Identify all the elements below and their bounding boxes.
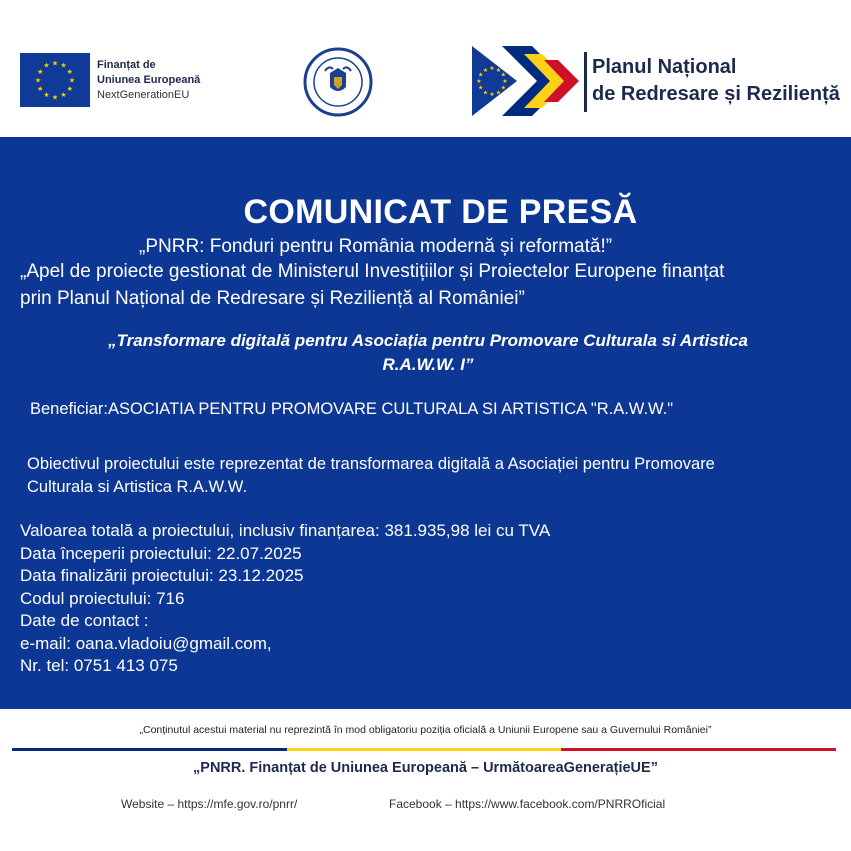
star-icon: ★: [51, 59, 59, 68]
website-link[interactable]: Website – https://mfe.gov.ro/pnrr/: [121, 797, 298, 811]
eu-text-line3: NextGenerationEU: [97, 88, 190, 101]
star-icon: ★: [43, 91, 50, 100]
subtitle-line2: „Apel de proiecte gestionat de Ministerul Investițiilor și Proiectelor Europene finanțat: [20, 261, 725, 282]
disclaimer-text: „Conținutul acestui material nu reprezintă în mod obligatoriu poziția oficială a Uniunii Europene sau a Guvernului României”: [139, 724, 712, 736]
star-icon: ★: [502, 78, 508, 86]
info-email: e-mail: oana.vladoiu@gmail.com,: [20, 633, 272, 653]
star-icon: ★: [478, 71, 484, 79]
info-total-value: Valoarea totală a proiectului, inclusiv finanțarea: 381.935,98 lei cu TVA: [20, 521, 551, 540]
star-icon: ★: [482, 89, 489, 97]
pnrr-title-line2: de Redresare și Reziliență: [592, 83, 840, 105]
facebook-link[interactable]: Facebook – https://www.facebook.com/PNRROficial: [389, 797, 666, 811]
star-icon: ★: [37, 67, 44, 76]
star-icon: ★: [478, 84, 484, 92]
project-title-line1: „Transformare digitală pentru Asociația pentru Promovare Culturala si Artistica: [108, 331, 748, 350]
info-start-date: Data începerii proiectului: 22.07.2025: [20, 543, 302, 563]
pnrr-title: [592, 54, 840, 108]
eu-flag-icon: [20, 53, 90, 107]
eu-text-line2: Uniunea Europeană: [97, 73, 201, 86]
project-info-list: [20, 520, 550, 678]
star-icon: ★: [34, 76, 42, 85]
star-icon: ★: [489, 91, 495, 99]
pnrr-logo-icon: [472, 46, 582, 116]
star-icon: ★: [489, 65, 495, 73]
eu-funding-logo: [20, 53, 200, 107]
beneficiary-text: Beneficiar:ASOCIATIA PENTRU PROMOVARE CULTURALA SI ARTISTICA "R.A.W.W.": [30, 400, 674, 418]
footer-title: „PNRR. Finanțat de Uniunea Europeană – UrmătoareaGenerațieUE”: [193, 760, 658, 776]
star-icon: ★: [495, 89, 502, 97]
info-project-code: Codul proiectului: 716: [20, 588, 185, 608]
tricolor-divider: [12, 748, 836, 751]
objective-line1: Obiectivul proiectului este reprezentat de transformarea digitală a Asociației pentru Promovare: [27, 455, 715, 473]
star-icon: ★: [500, 71, 506, 79]
star-icon: ★: [60, 91, 67, 100]
info-end-date: Data finalizării proiectului: 23.12.2025: [20, 566, 304, 585]
star-icon: ★: [60, 61, 67, 70]
star-icon: ★: [37, 84, 44, 93]
eu-text-line1: Finanțat de: [97, 58, 156, 71]
info-phone: Nr. tel: 0751 413 075: [20, 656, 178, 675]
objective-line2: Culturala si Artistica R.A.W.W.: [27, 478, 248, 496]
star-icon: ★: [68, 76, 76, 85]
project-title-line2: R.A.W.W. I”: [382, 355, 474, 374]
star-icon: ★: [66, 84, 73, 93]
subtitle-line1: „PNRR: Fonduri pentru România modernă și reformată!”: [139, 236, 613, 257]
pnrr-title-line1: Planul Național: [592, 56, 737, 78]
star-icon: ★: [66, 67, 73, 76]
press-release-title: COMUNICAT DE PRESĂ: [243, 193, 638, 231]
star-icon: ★: [482, 66, 489, 74]
eu-funding-text: [97, 58, 200, 103]
star-icon: ★: [495, 66, 502, 74]
press-release-panel: [0, 137, 851, 709]
info-contact-heading: Date de contact :: [20, 611, 149, 630]
subtitle-line3: prin Planul Național de Redresare și Reziliență al României”: [20, 288, 525, 309]
star-icon: ★: [476, 78, 482, 86]
pnrr-divider: [584, 52, 587, 112]
star-icon: ★: [500, 84, 506, 92]
header: [0, 0, 851, 137]
star-icon: ★: [51, 93, 59, 102]
government-seal-icon: [303, 47, 373, 117]
star-icon: ★: [43, 61, 50, 70]
